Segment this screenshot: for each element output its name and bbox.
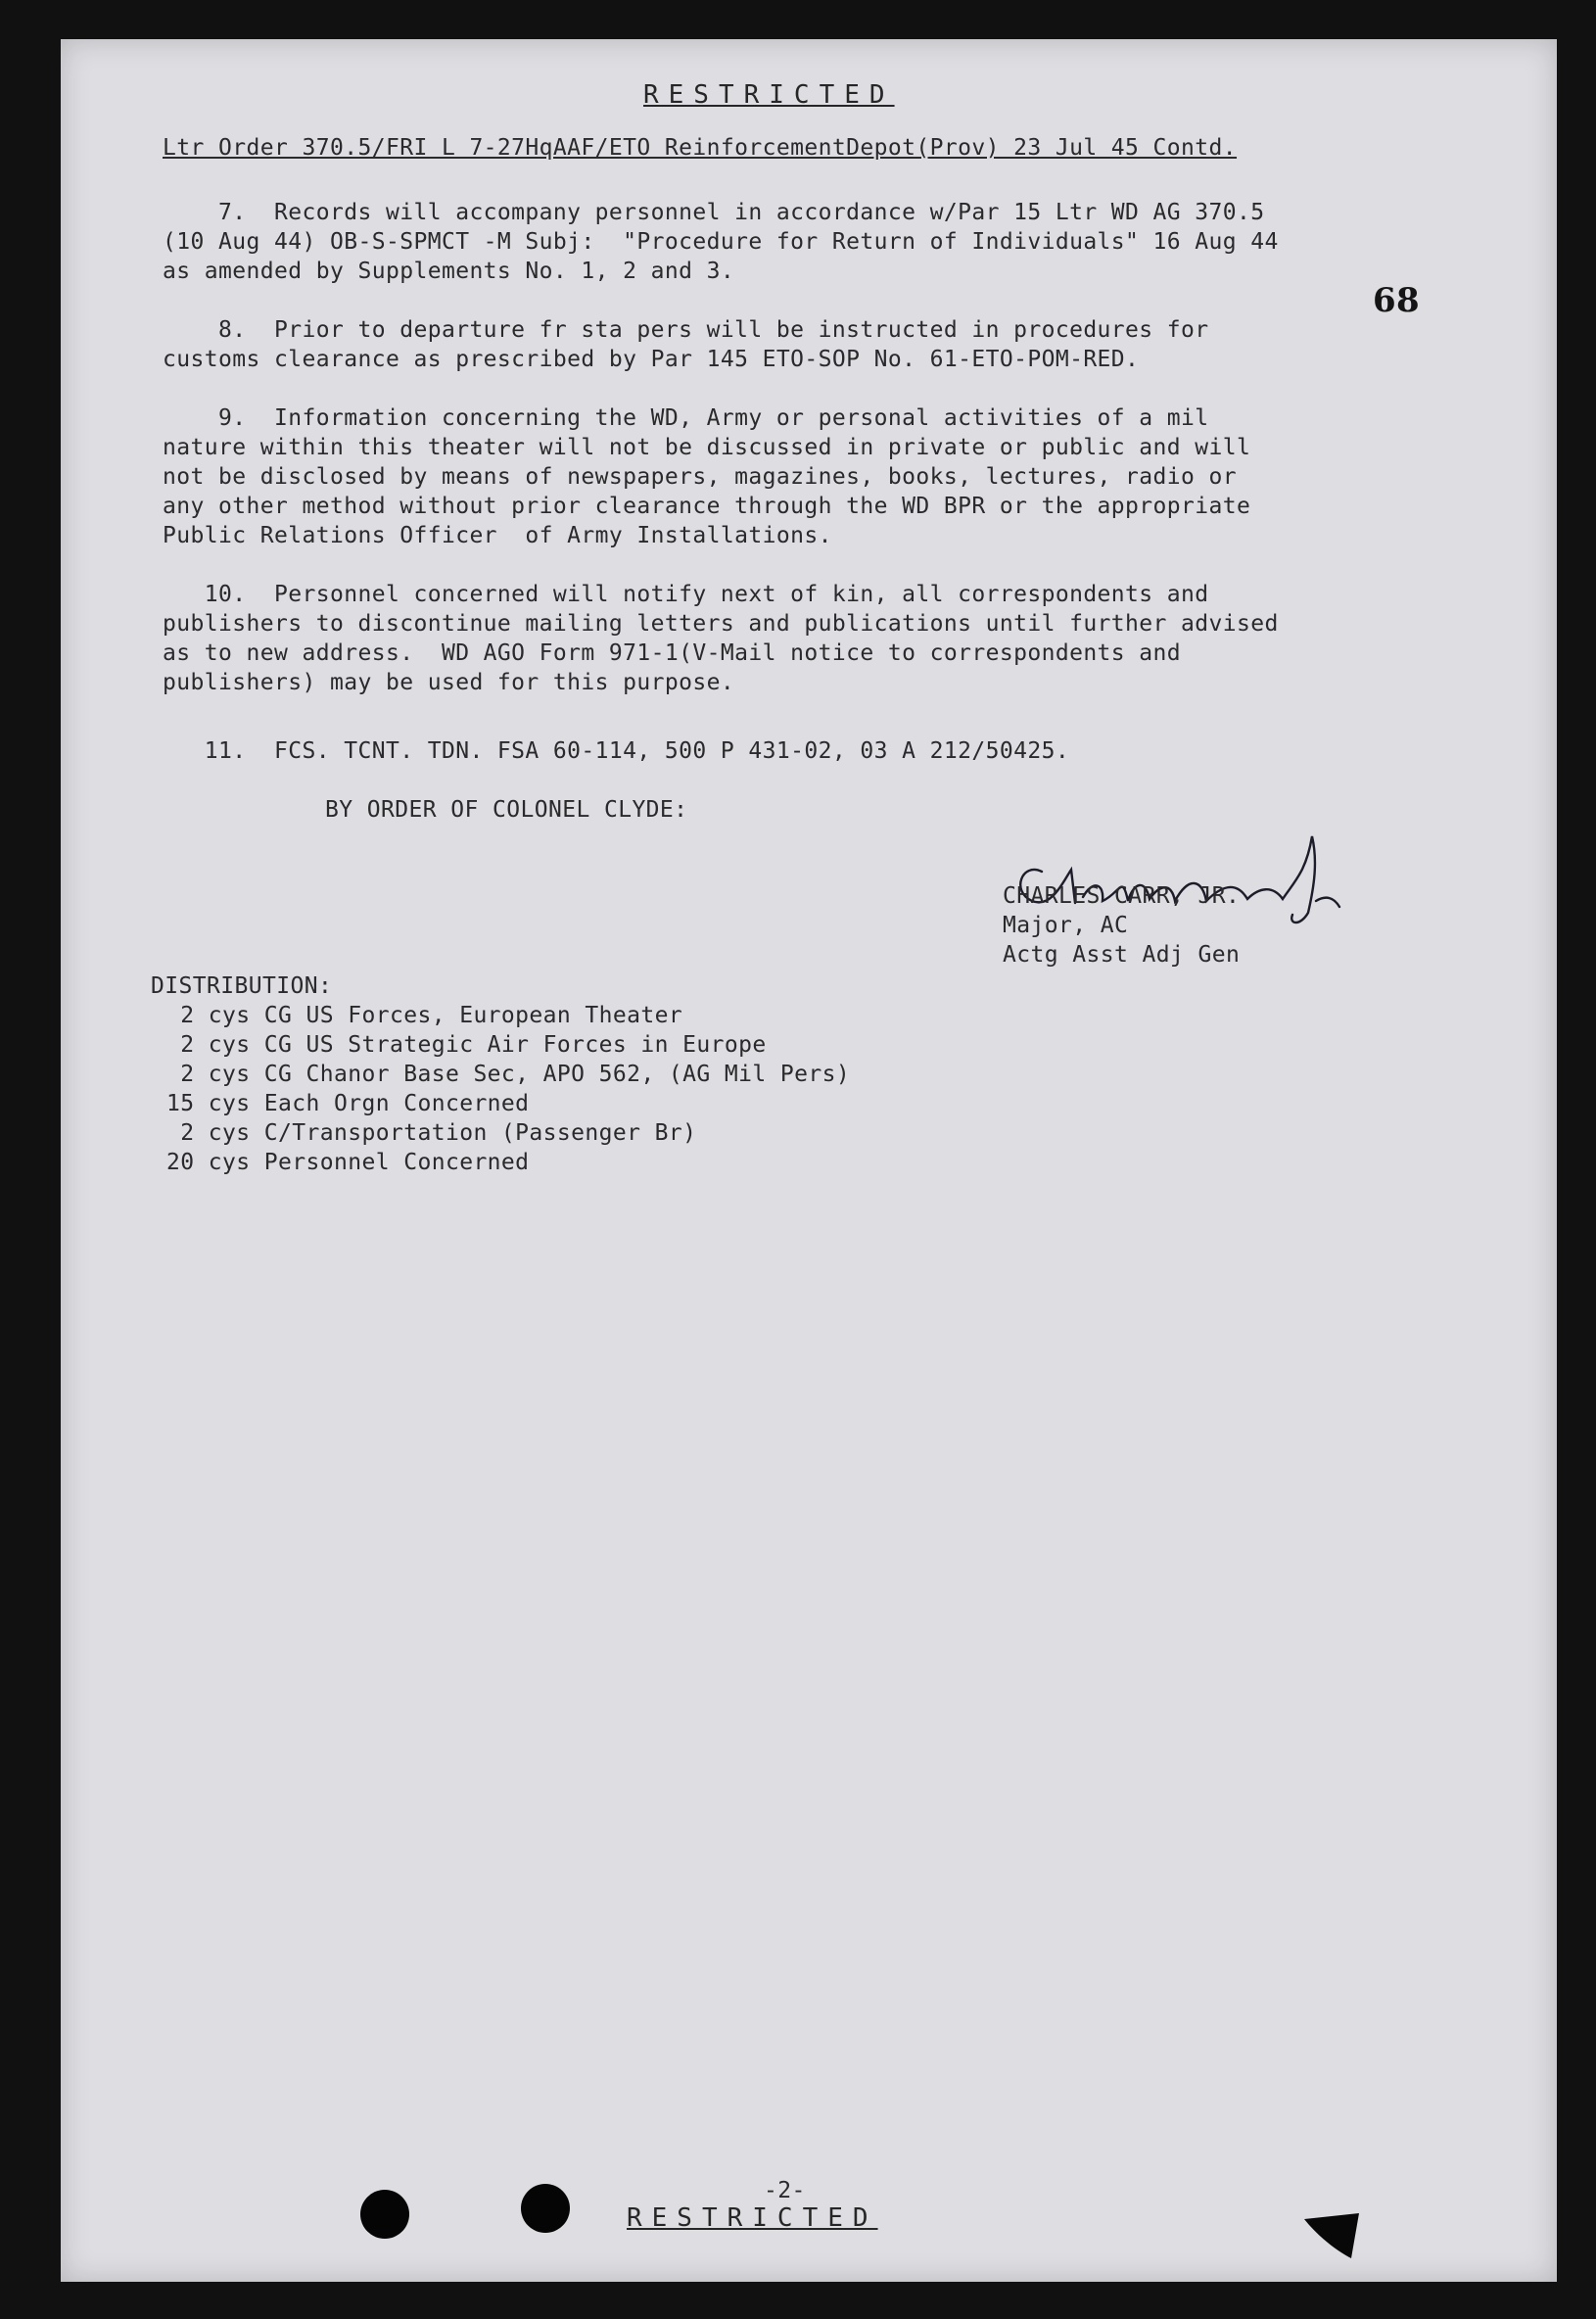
paragraph-9-line: 9. Information concerning the WD, Army or personal activities of a mil xyxy=(163,405,1209,431)
punch-hole xyxy=(521,2184,570,2233)
paragraph-9-line: any other method without prior clearance through the WD BPR or the appropriate xyxy=(163,494,1251,519)
paragraph-9-line: not be disclosed by means of newspapers, magazines, books, lectures, radio or xyxy=(163,464,1238,490)
distribution-item: 15 cys Each Orgn Concerned xyxy=(166,1091,530,1116)
paragraph-10-line: publishers to discontinue mailing letters and publications until further advised xyxy=(163,611,1279,637)
classification-top: RESTRICTED xyxy=(643,80,895,110)
page-number: -2- xyxy=(764,2178,806,2203)
paragraph-7-line: (10 Aug 44) OB-S-SPMCT -M Subj: "Procedure for Return of Individuals" 16 Aug 44 xyxy=(163,229,1279,255)
paragraph-9-line: Public Relations Officer of Army Installations. xyxy=(163,523,832,548)
classification-bottom: RESTRICTED xyxy=(627,2203,878,2233)
paragraph-11-line: 11. FCS. TCNT. TDN. FSA 60-114, 500 P 431-02, 03 A 212/50425. xyxy=(163,738,1070,764)
paragraph-10-line: as to new address. WD AGO Form 971-1(V-Mail notice to correspondents and xyxy=(163,640,1182,666)
binder-clip-shadow xyxy=(1300,2209,1388,2268)
punch-hole xyxy=(360,2190,409,2239)
reference-line: Ltr Order 370.5/FRI L 7-27HqAAF/ETO ReinforcementDepot(Prov) 23 Jul 45 Contd. xyxy=(163,135,1238,161)
paragraph-8-line: 8. Prior to departure fr sta pers will be instructed in procedures for xyxy=(163,317,1209,343)
distribution-item: 20 cys Personnel Concerned xyxy=(166,1150,530,1175)
paragraph-9-line: nature within this theater will not be discussed in private or public and will xyxy=(163,435,1251,460)
page-stamp: 68 xyxy=(1373,281,1421,320)
signer-name: CHARLES CARR, JR. xyxy=(1003,883,1241,909)
paragraph-10-line: publishers) may be used for this purpose. xyxy=(163,670,735,695)
signer-title: Actg Asst Adj Gen xyxy=(1003,942,1241,968)
distribution-heading: DISTRIBUTION: xyxy=(151,973,333,999)
paragraph-8-line: customs clearance as prescribed by Par 145 ETO-SOP No. 61-ETO-POM-RED. xyxy=(163,347,1140,372)
distribution-item: 2 cys CG US Forces, European Theater xyxy=(166,1003,683,1028)
paragraph-10-line: 10. Personnel concerned will notify next of kin, all correspondents and xyxy=(163,582,1209,607)
signer-rank: Major, AC xyxy=(1003,913,1129,938)
paragraph-7-line: as amended by Supplements No. 1, 2 and 3. xyxy=(163,259,735,284)
distribution-item: 2 cys C/Transportation (Passenger Br) xyxy=(166,1120,697,1146)
paragraph-7-line: 7. Records will accompany personnel in accordance w/Par 15 Ltr WD AG 370.5 xyxy=(163,200,1265,225)
document-page xyxy=(61,39,1557,2282)
distribution-item: 2 cys CG Chanor Base Sec, APO 562, (AG Mil Pers) xyxy=(166,1062,851,1087)
distribution-item: 2 cys CG US Strategic Air Forces in Europe xyxy=(166,1032,767,1058)
order-line: BY ORDER OF COLONEL CLYDE: xyxy=(325,797,688,823)
